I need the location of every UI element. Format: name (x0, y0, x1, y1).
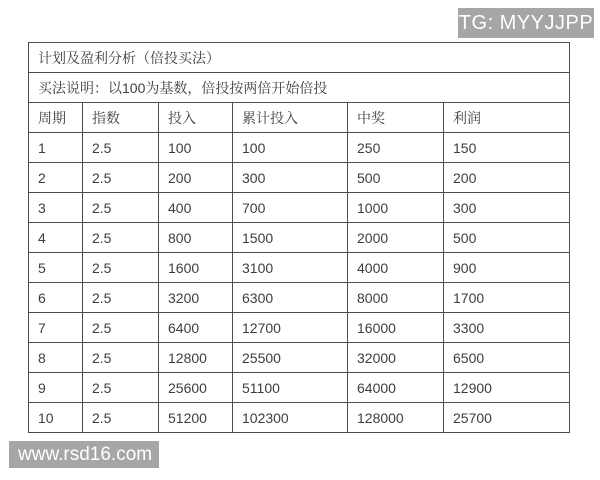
cell-period: 1 (29, 133, 83, 163)
cell-index: 2.5 (83, 343, 159, 373)
cell-prize: 250 (348, 133, 444, 163)
cell-cumulative-stake: 51100 (233, 373, 348, 403)
cell-index: 2.5 (83, 163, 159, 193)
table-row (29, 373, 570, 403)
cell-prize: 32000 (348, 343, 444, 373)
table-title: 计划及盈利分析（倍投买法） (29, 43, 570, 73)
cell-cumulative-stake: 100 (233, 133, 348, 163)
column-header-period: 周期 (29, 103, 83, 133)
cell-stake: 1600 (159, 253, 233, 283)
cell-profit: 300 (444, 193, 570, 223)
cell-stake: 51200 (159, 403, 233, 433)
cell-cumulative-stake: 25500 (233, 343, 348, 373)
cell-index: 2.5 (83, 223, 159, 253)
cell-stake: 200 (159, 163, 233, 193)
cell-index: 2.5 (83, 313, 159, 343)
cell-profit: 3300 (444, 313, 570, 343)
website-watermark: www.rsd16.com (9, 441, 159, 468)
table-description-row (29, 73, 570, 103)
cell-profit: 12900 (444, 373, 570, 403)
cell-stake: 3200 (159, 283, 233, 313)
cell-index: 2.5 (83, 403, 159, 433)
cell-period: 7 (29, 313, 83, 343)
cell-index: 2.5 (83, 133, 159, 163)
column-header-cumulative-stake: 累计投入 (233, 103, 348, 133)
cell-profit: 900 (444, 253, 570, 283)
cell-period: 5 (29, 253, 83, 283)
cell-cumulative-stake: 700 (233, 193, 348, 223)
cell-index: 2.5 (83, 373, 159, 403)
table-row (29, 223, 570, 253)
cell-profit: 150 (444, 133, 570, 163)
cell-profit: 500 (444, 223, 570, 253)
cell-cumulative-stake: 3100 (233, 253, 348, 283)
column-header-stake: 投入 (159, 103, 233, 133)
cell-stake: 800 (159, 223, 233, 253)
table-row (29, 253, 570, 283)
cell-index: 2.5 (83, 283, 159, 313)
column-header-profit: 利润 (444, 103, 570, 133)
cell-cumulative-stake: 300 (233, 163, 348, 193)
table-header-row (29, 103, 570, 133)
cell-prize: 64000 (348, 373, 444, 403)
cell-period: 9 (29, 373, 83, 403)
cell-prize: 4000 (348, 253, 444, 283)
cell-index: 2.5 (83, 193, 159, 223)
cell-prize: 16000 (348, 313, 444, 343)
table-row (29, 343, 570, 373)
table-row (29, 403, 570, 433)
cell-profit: 6500 (444, 343, 570, 373)
cell-period: 2 (29, 163, 83, 193)
cell-prize: 128000 (348, 403, 444, 433)
profit-analysis-table (28, 42, 570, 433)
cell-cumulative-stake: 6300 (233, 283, 348, 313)
table-row (29, 313, 570, 343)
table-row (29, 133, 570, 163)
table-title-row (29, 43, 570, 73)
cell-period: 6 (29, 283, 83, 313)
cell-cumulative-stake: 1500 (233, 223, 348, 253)
cell-stake: 25600 (159, 373, 233, 403)
cell-period: 10 (29, 403, 83, 433)
cell-stake: 6400 (159, 313, 233, 343)
column-header-prize: 中奖 (348, 103, 444, 133)
cell-period: 4 (29, 223, 83, 253)
cell-profit: 1700 (444, 283, 570, 313)
cell-prize: 500 (348, 163, 444, 193)
column-header-index: 指数 (83, 103, 159, 133)
cell-profit: 25700 (444, 403, 570, 433)
cell-cumulative-stake: 102300 (233, 403, 348, 433)
cell-profit: 200 (444, 163, 570, 193)
telegram-contact-badge: TG: MYYJJPP (458, 8, 594, 38)
table-row (29, 283, 570, 313)
cell-index: 2.5 (83, 253, 159, 283)
table-row (29, 193, 570, 223)
cell-stake: 12800 (159, 343, 233, 373)
cell-period: 8 (29, 343, 83, 373)
table-row (29, 163, 570, 193)
table-description: 买法说明：以100为基数，倍投按两倍开始倍投 (29, 73, 570, 103)
cell-cumulative-stake: 12700 (233, 313, 348, 343)
cell-stake: 100 (159, 133, 233, 163)
cell-prize: 8000 (348, 283, 444, 313)
cell-period: 3 (29, 193, 83, 223)
cell-prize: 1000 (348, 193, 444, 223)
cell-prize: 2000 (348, 223, 444, 253)
cell-stake: 400 (159, 193, 233, 223)
